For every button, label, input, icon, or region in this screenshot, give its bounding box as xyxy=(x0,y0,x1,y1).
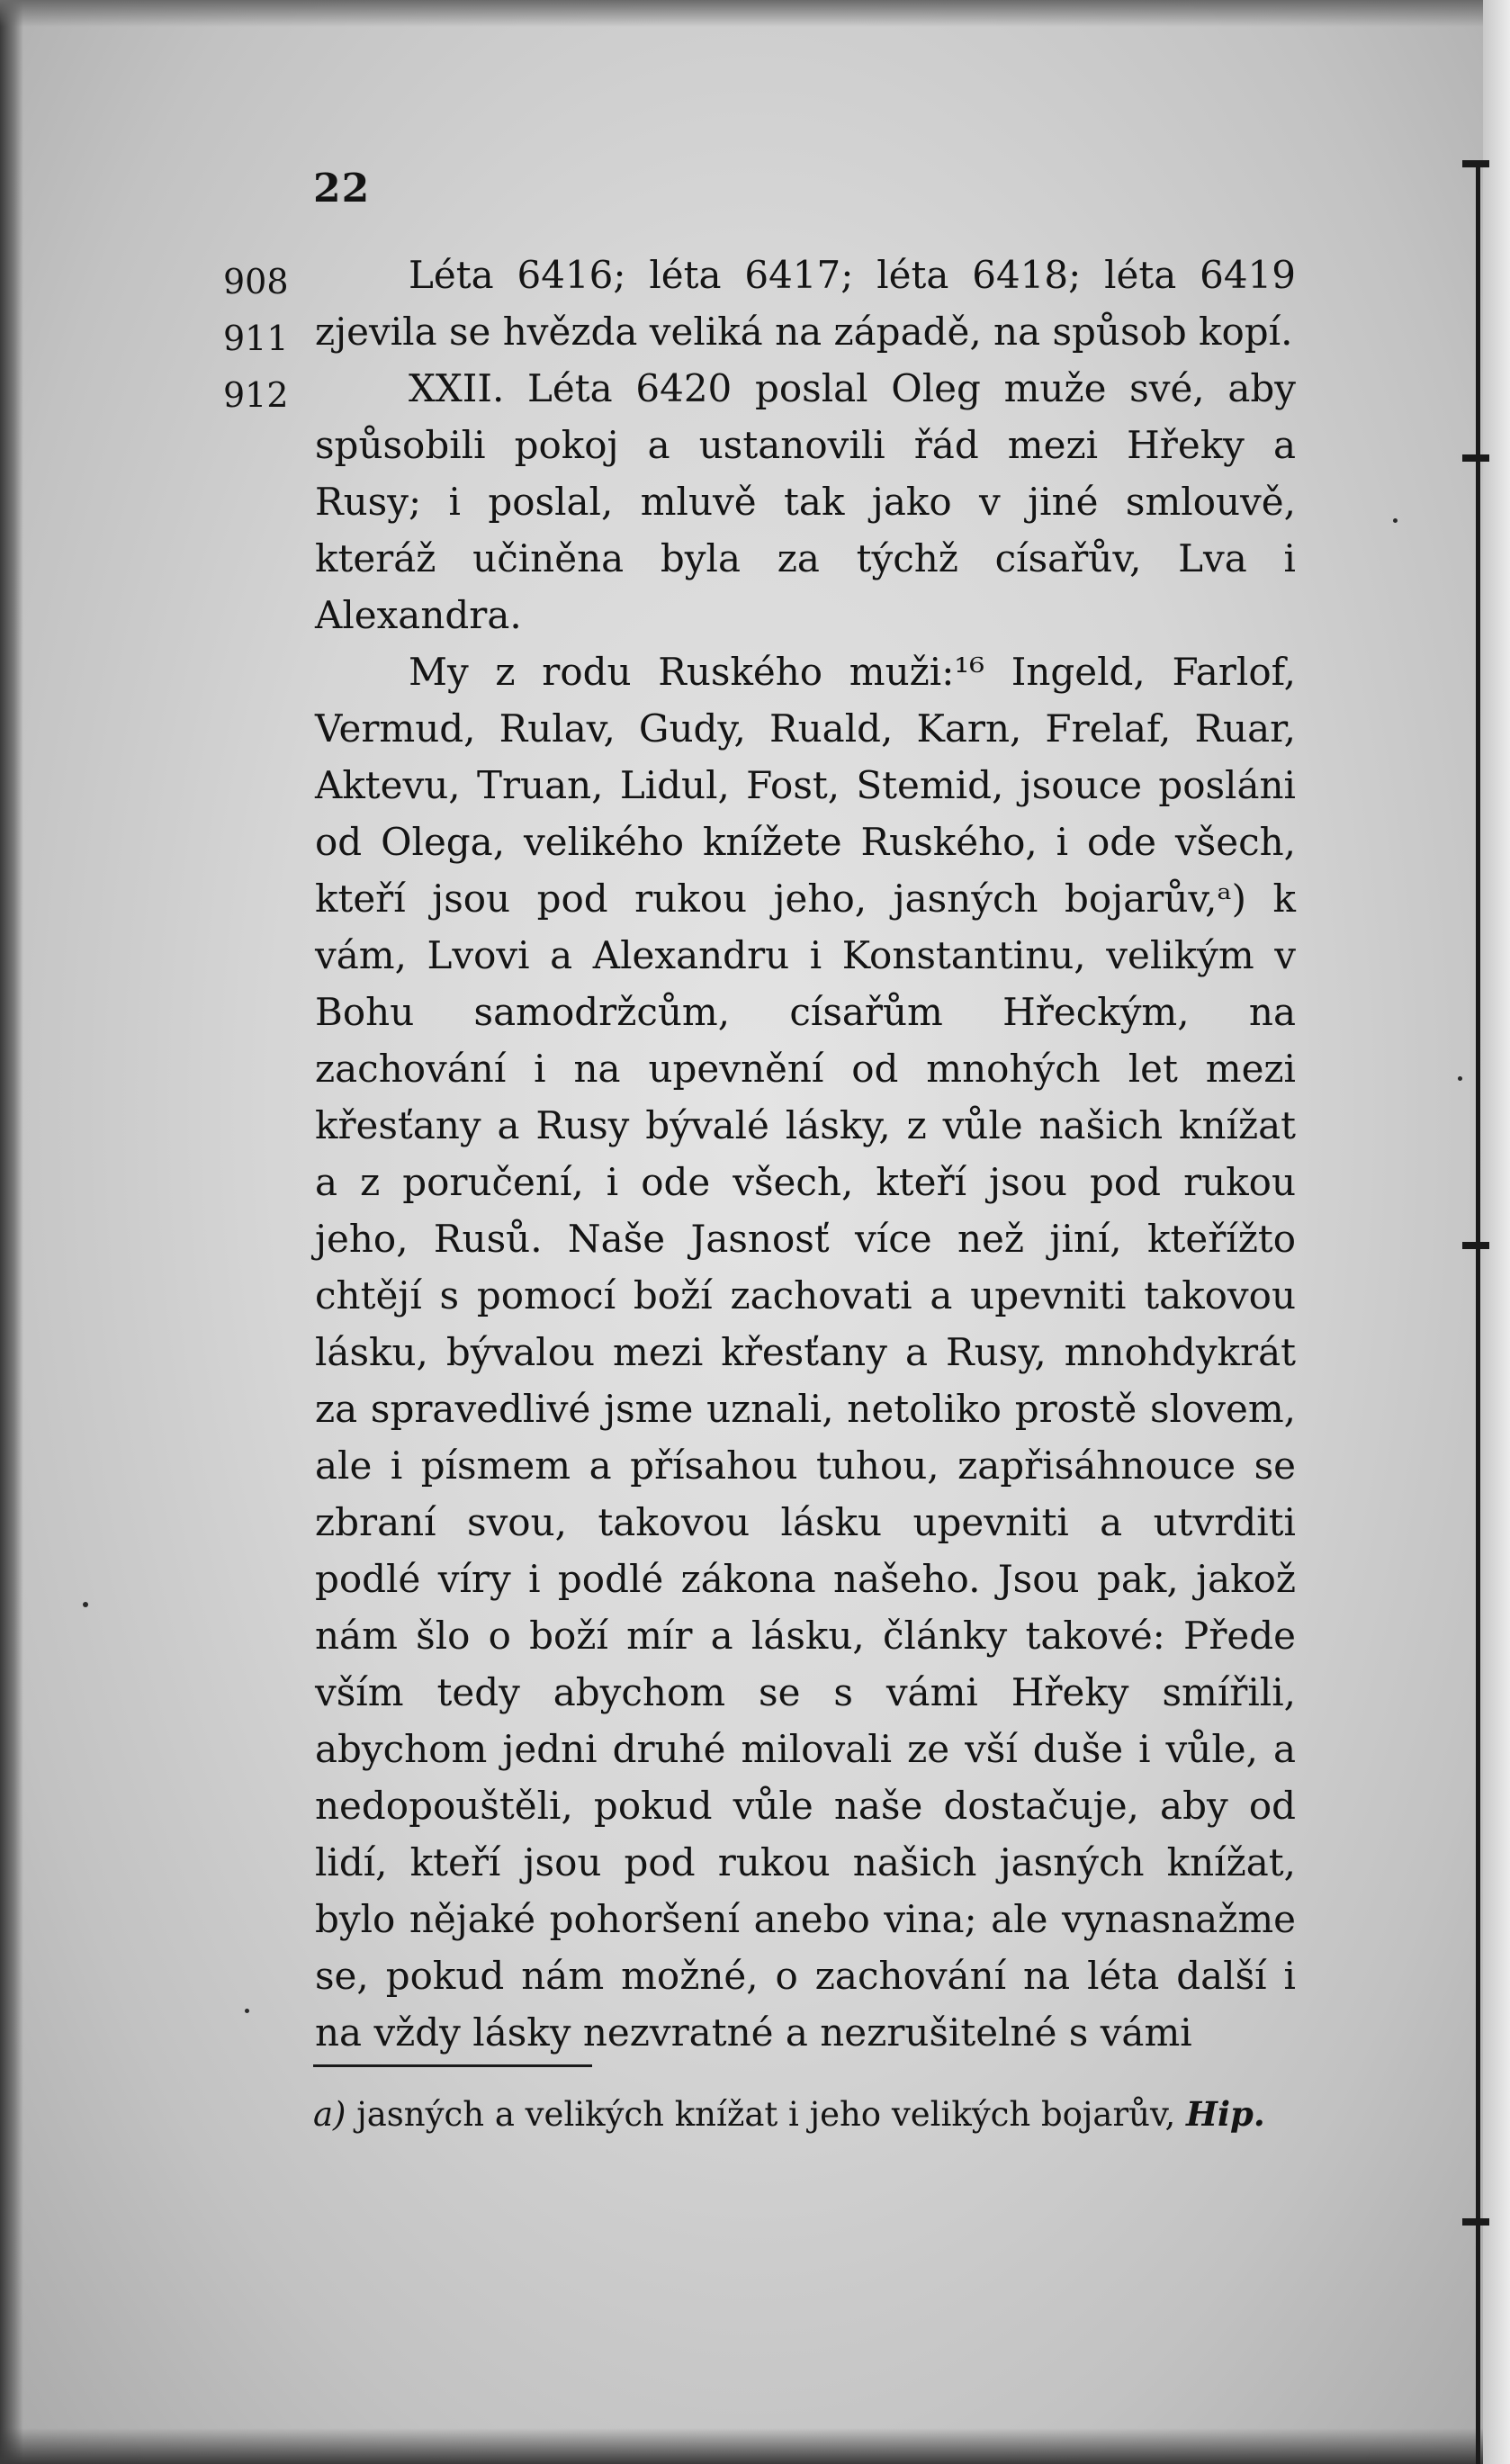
page-shadow-top xyxy=(0,0,1510,27)
main-text xyxy=(315,247,1296,2061)
footnote-mark: a) xyxy=(313,2095,346,2134)
paragraph: My z rodu Ruského muži:¹⁶ Ingeld, Farlof, Vermud, Rulav, Gudy, Ruald, Karn, Frelaf, Ruar, Aktevu, Truan, Lidul, Fost, Stemid, jsouce posláni od Olega, velikého knížete Ruského, i ode všech, kteří jsou pod rukou jeho, jasných bojarův,ᵃ) k vám, Lvovi a Alexandru i Konstantinu, velikým v Bohu samodržcům, císařům Hřeckým, na zachování i na upevnění od mnohých let mezi křesťany a Rusy bývalé lásky, z vůle našich knížat a z poručení, i ode všech, kteří jsou pod rukou jeho, Rusů. Naše Jasnosť více než jiní, kteřížto chtějí s pomocí boží zachovati a upevniti takovou lásku, bývalou mezi křesťany a Rusy, mnohdykrát za spravedlivé jsme uznali, netoliko prostě slovem, ale i písmem a přísahou tuhou, zapřisáhnouce se zbraní svou, takovou lásku upevniti a utvrditi podlé víry i podlé zákona našeho. Jsou pak, jakož nám šlo o boží mír a lásku, články takové: Přede vším tedy abychom se s vámi Hřeky smířili, abychom jedni druhé milovali ze vší duše i vůle, a nedopouštěli, pokud vůle naše dostačuje, aby od lidí, kteří jsou pod rukou našich jasných knížat, bylo nějaké pohoršení anebo vina; ale vynasnažme se, pokud nám možné, o zachování na léta další i na vždy lásky nezvratné a nezrušitelné s vámi xyxy=(315,650,1296,2055)
right-margin-strip xyxy=(1483,0,1510,2464)
page-number: 22 xyxy=(313,166,371,211)
dust-speck xyxy=(1458,1076,1462,1081)
year-marker: 911 xyxy=(223,319,289,358)
dust-speck xyxy=(245,2009,249,2013)
dust-speck xyxy=(1393,518,1398,523)
binding-tick xyxy=(1462,454,1489,462)
year-margin-notes xyxy=(223,254,289,424)
binding-tick xyxy=(1462,1242,1489,1249)
footnote xyxy=(313,2088,1294,2141)
footnote-text: jasných a velikých knížat i jeho velikých bojarův, xyxy=(356,2095,1176,2134)
paragraph: Léta 6416; léta 6417; léta 6418; léta 6419 zjevila se hvězda veliká na západě, na spůsob kopí. xyxy=(315,253,1296,354)
page-shadow-left xyxy=(0,0,23,2464)
footnote-divider xyxy=(313,2064,592,2067)
page-shadow-bottom xyxy=(0,2428,1510,2464)
binding-tick xyxy=(1462,160,1489,167)
footnote-source: Hip. xyxy=(1186,2094,1265,2134)
year-marker: 908 xyxy=(223,262,289,301)
paragraph: XXII. Léta 6420 poslal Oleg muže své, aby spůsobili pokoj a ustanovili řád mezi Hřeky a Rusy; i poslal, mluvě tak jako v jiné smlouvě, kteráž učiněna byla za týchž císařův, Lva i Alexandra. xyxy=(315,366,1296,637)
right-binding-line xyxy=(1476,166,1480,2464)
year-marker: 912 xyxy=(223,375,289,415)
dust-speck xyxy=(83,1602,88,1607)
binding-tick xyxy=(1462,2218,1489,2226)
